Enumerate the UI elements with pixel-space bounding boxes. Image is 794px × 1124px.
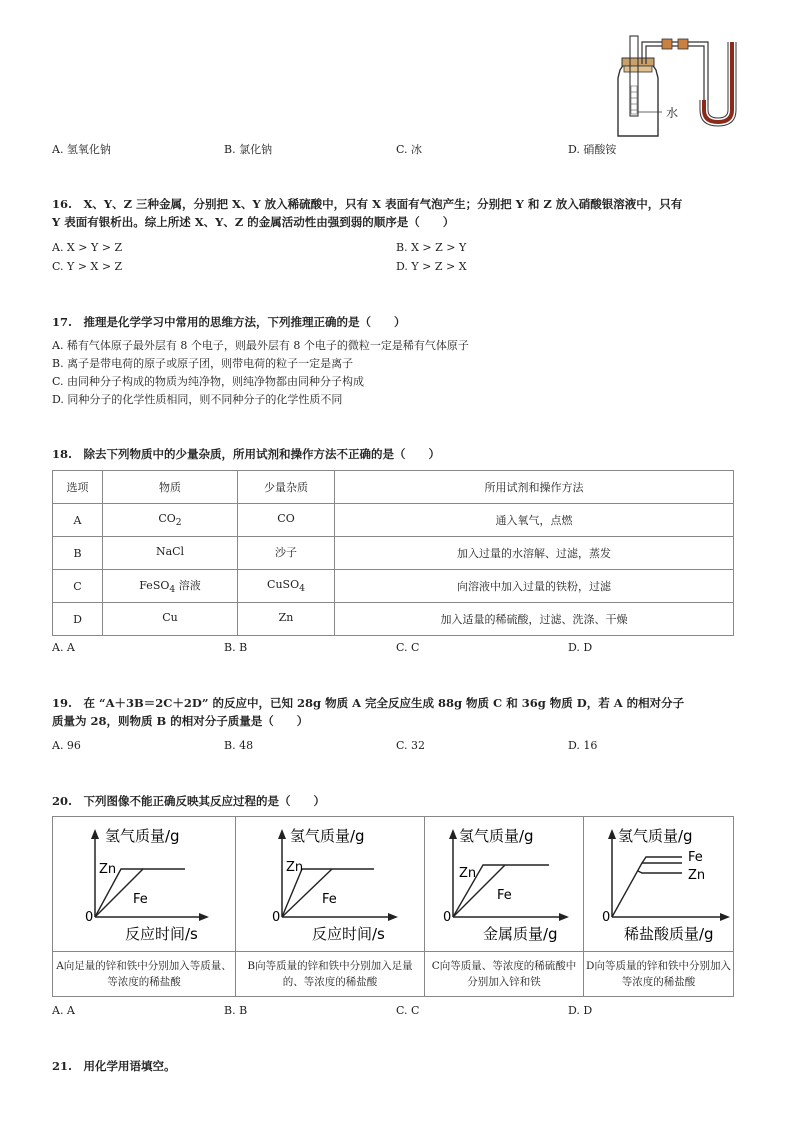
q16-stem-line2: Y 表面有银析出。综上所述 X、Y、Z 的金属活动性由强到弱的顺序是（ ） — [52, 215, 455, 229]
table-row — [53, 504, 734, 537]
graph-cell-c — [425, 817, 584, 952]
y-axis-label: 氢气质量/g — [105, 827, 180, 845]
q20-answer-b[interactable]: B. B — [224, 1004, 248, 1017]
apparatus-figure — [600, 30, 760, 142]
origin-label: 0 — [602, 910, 611, 925]
row-option: C — [53, 570, 103, 603]
q16-option-c[interactable]: C. Y > X > Z — [52, 260, 123, 273]
q20-answer-d[interactable]: D. D — [568, 1004, 593, 1017]
q18-answer-a[interactable]: A. A — [52, 641, 75, 654]
q18-answer-d[interactable]: D. D — [568, 641, 593, 654]
q16-option-b[interactable]: B. X > Z > Y — [396, 241, 467, 254]
row-substance: $CO_2$ — [103, 504, 238, 537]
q17-option-a[interactable]: A. 稀有气体原子最外层有 8 个电子，则最外层有 8 个电子的微粒一定是稀有气体原子 — [52, 339, 469, 352]
q17-stem: 17. 推理是化学学习中常用的思维方法，下列推理正确的是（ ） — [52, 315, 406, 329]
q19-option-c[interactable]: C. 32 — [396, 739, 426, 752]
q15-option-c[interactable]: C. 冰 — [396, 143, 423, 156]
q17-option-b[interactable]: B. 离子是带电荷的原子或原子团，则带电荷的粒子一定是离子 — [52, 357, 354, 370]
row-impurity: CO — [238, 504, 335, 537]
x-axis-label: 金属质量/g — [483, 925, 558, 943]
row-method: 加入适量的稀硫酸，过滤、洗涤、干燥 — [335, 603, 734, 636]
graph-cell-b — [236, 817, 425, 952]
q15-option-d[interactable]: D. 硝酸铵 — [568, 143, 617, 156]
curve-label-1: Zn — [286, 860, 304, 875]
curve-label-1: Zn — [99, 862, 117, 877]
q18-answer-b[interactable]: B. B — [224, 641, 248, 654]
caption-d: D向等质量的锌和铁中分别加入等浓度的稀盐酸 — [584, 952, 734, 997]
q21-stem: 21. 用化学用语填空。 — [52, 1059, 176, 1073]
origin-label: 0 — [272, 910, 281, 925]
q16-stem-line1: 16. X、Y、Z 三种金属，分别把 X、Y 放入稀硫酸中，只有 X 表面有气泡产生；分别把 Y 和 Z 放入硝酸银溶液中，只有 — [52, 197, 683, 211]
q20-answer-a[interactable]: A. A — [52, 1004, 75, 1017]
row-substance: Cu — [103, 603, 238, 636]
curve-label-1: Zn — [459, 866, 477, 881]
y-axis-label: 氢气质量/g — [459, 827, 534, 845]
q20-answer-c[interactable]: C. C — [396, 1004, 420, 1017]
row-method: 向溶液中加入过量的铁粉，过滤 — [335, 570, 734, 603]
row-option: B — [53, 537, 103, 570]
origin-label: 0 — [443, 910, 452, 925]
q19-stem-line1: 19. 在 “A＋3B＝2C＋2D” 的反应中，已知 28g 物质 A 完全反应生成 88g 物质 C 和 36g 物质 D，若 A 的相对分子 — [52, 696, 685, 710]
header-impurity: 少量杂质 — [238, 471, 335, 504]
caption-row — [53, 952, 734, 997]
q17-option-c[interactable]: C. 由同种分子构成的物质为纯净物，则纯净物都由同种分子构成 — [52, 375, 365, 388]
q18-stem: 18. 除去下列物质中的少量杂质，所用试剂和操作方法不正确的是（ ） — [52, 447, 441, 461]
curve-label-2: Fe — [497, 888, 512, 903]
table-header-row — [53, 471, 734, 504]
caption-b: B向等质量的锌和铁中分别加入足量的、等浓度的稀盐酸 — [236, 952, 425, 997]
q20-graph-table — [52, 816, 734, 997]
row-impurity: 沙子 — [238, 537, 335, 570]
x-axis-label: 稀盐酸质量/g — [624, 925, 714, 943]
row-substance: NaCl — [103, 537, 238, 570]
curve-label-1: Fe — [688, 850, 703, 865]
q15-option-a[interactable]: A. 氢氧化钠 — [52, 143, 111, 156]
q19-option-b[interactable]: B. 48 — [224, 739, 254, 752]
caption-a: A向足量的锌和铁中分别加入等质量、等浓度的稀盐酸 — [53, 952, 236, 997]
q18-table — [52, 470, 734, 636]
graph-cell-a — [53, 817, 236, 952]
y-axis-label: 氢气质量/g — [618, 827, 693, 845]
graph-row — [53, 817, 734, 952]
graph-b — [236, 817, 424, 947]
row-option: D — [53, 603, 103, 636]
table-row — [53, 537, 734, 570]
header-substance: 物质 — [103, 471, 238, 504]
table-row — [53, 570, 734, 603]
q16-option-d[interactable]: D. Y > Z > X — [396, 260, 467, 273]
header-method: 所用试剂和操作方法 — [335, 471, 734, 504]
q16-option-a[interactable]: A. X > Y > Z — [52, 241, 123, 254]
row-option: A — [53, 504, 103, 537]
q15-option-b[interactable]: B. 氯化钠 — [224, 143, 273, 156]
caption-c: C向等质量、等浓度的稀硫酸中分别加入锌和铁 — [425, 952, 584, 997]
row-method: 加入过量的水溶解、过滤，蒸发 — [335, 537, 734, 570]
y-axis-label: 氢气质量/g — [290, 827, 365, 845]
row-impurity: Zn — [238, 603, 335, 636]
row-impurity: CuSO$_4$ — [238, 570, 335, 603]
row-substance: FeSO$_4$ 溶液 — [103, 570, 238, 603]
graph-a — [53, 817, 235, 947]
x-axis-label: 反应时间/s — [312, 925, 385, 943]
q19-option-d[interactable]: D. 16 — [568, 739, 598, 752]
header-option: 选项 — [53, 471, 103, 504]
graph-c — [425, 817, 583, 947]
curve-label-2: Fe — [322, 892, 337, 907]
table-row — [53, 603, 734, 636]
water-label: 水 — [666, 106, 679, 120]
q20-stem: 20. 下列图像不能正确反映其反应过程的是（ ） — [52, 794, 326, 808]
graph-cell-d — [584, 817, 734, 952]
origin-label: 0 — [85, 910, 94, 925]
x-axis-label: 反应时间/s — [125, 925, 198, 943]
graph-d — [584, 817, 738, 947]
row-method: 通入氧气，点燃 — [335, 504, 734, 537]
q18-answer-c[interactable]: C. C — [396, 641, 420, 654]
q17-option-d[interactable]: D. 同种分子的化学性质相同，则不同种分子的化学性质不同 — [52, 393, 343, 406]
curve-label-2: Zn — [688, 868, 706, 883]
q19-option-a[interactable]: A. 96 — [52, 739, 81, 752]
q19-stem-line2: 质量为 28，则物质 B 的相对分子质量是（ ） — [52, 714, 309, 728]
curve-label-2: Fe — [133, 892, 148, 907]
